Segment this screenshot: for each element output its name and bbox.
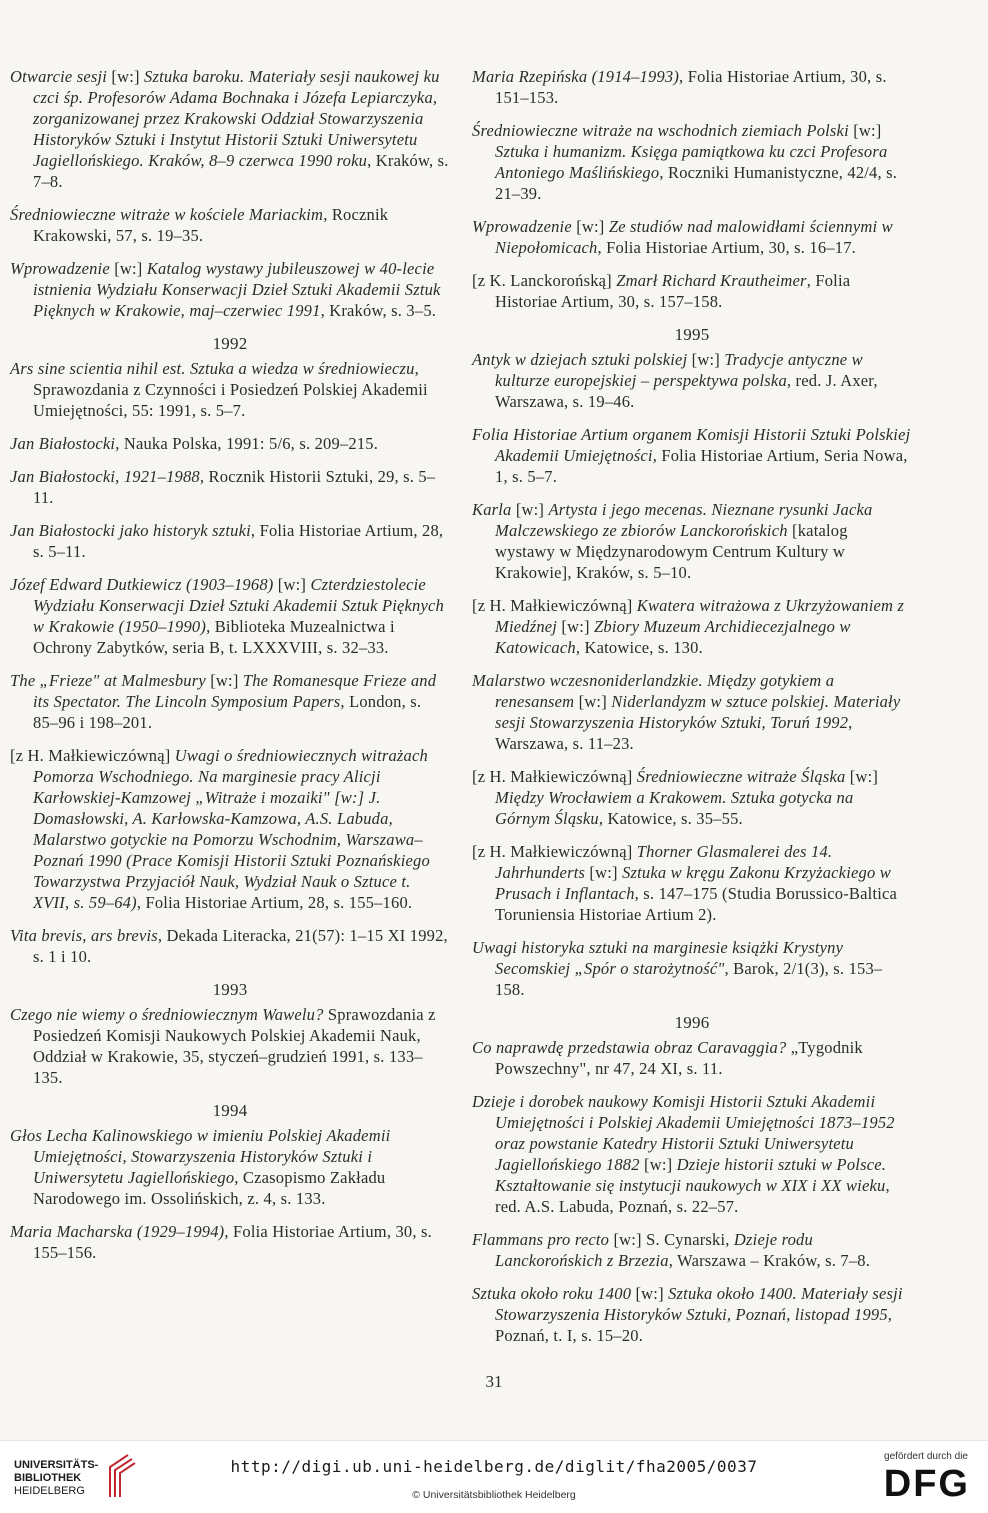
entry-text: [z K. Lanckorońską] xyxy=(472,271,617,290)
entry-text: , Folia Historiae Artium, Seria Nowa, 1, s. 5–7. xyxy=(495,446,908,486)
entry-title: Czego nie wiemy o średniowiecznym Wawelu? xyxy=(10,1005,324,1024)
bibliography-entry xyxy=(10,204,450,246)
left-column xyxy=(10,66,450,1275)
entry-title: Dzieje rodu Lanckorońskich z Brzezia xyxy=(495,1230,813,1270)
bibliography-entry xyxy=(472,1091,912,1217)
entry-title: Zbiory Muzeum Archidiecezjalnego w Katowicach xyxy=(495,617,851,657)
entry-text: [w:] xyxy=(574,692,612,711)
year-heading: 1993 xyxy=(212,980,248,999)
bibliography-entry xyxy=(10,745,450,913)
entry-text: , Folia Historiae Artium, 28, s. 155–160. xyxy=(136,893,413,912)
bibliography-entry xyxy=(472,937,912,1000)
entry-title: Tradycje antyczne w kulturze europejskiej – perspektywa polska xyxy=(495,350,863,390)
entry-text: [w:] xyxy=(273,575,311,594)
entry-text: , Roczniki Humanistyczne, 42/4, s. 21–39. xyxy=(495,163,898,203)
entry-title: Czterdziestolecie Wydziału Konserwacji Dzieł Sztuki Akademii Sztuk Pięknych w Krakowie (1950–1990) xyxy=(33,575,445,636)
entry-text: [z H. Małkiewiczówną] xyxy=(472,767,637,786)
bibliography-entry xyxy=(10,66,450,192)
entry-title: Jan Białostocki jako historyk sztuki xyxy=(10,521,251,540)
bibliography-entry xyxy=(10,1004,450,1088)
entry-title: Średniowieczne witraże w kościele Mariackim xyxy=(10,205,324,224)
bibliography-entry xyxy=(10,466,450,508)
entry-text: [w:] xyxy=(511,500,549,519)
library-name-line2: BIBLIOTHEK xyxy=(14,1472,82,1484)
entry-title: Artysta i jego mecenas. Nieznane rysunki Jacka Malczewskiego ze zbiorów Lanckorońskich xyxy=(495,500,873,540)
bibliography-entry xyxy=(10,1125,450,1209)
bibliography-entry xyxy=(472,66,912,108)
bibliography-entry xyxy=(472,216,912,258)
entry-text: [z H. Małkiewiczówną] xyxy=(472,596,637,615)
entry-title: Uwagi historyka sztuki na marginesie książki Krystyny Secomskiej „Spór o starożytność" xyxy=(472,938,844,978)
entry-text: , s. 147–175 (Studia Borussico-Baltica Toruniensia Historiae Artium 2). xyxy=(495,884,898,924)
entry-text: , Nauka Polska, 1991: 5/6, s. 209–215. xyxy=(115,434,379,453)
bibliography-entry xyxy=(472,499,912,583)
year-heading: 1992 xyxy=(212,334,248,353)
entry-text: [w:] xyxy=(557,617,595,636)
entry-text: [w:] xyxy=(845,767,879,786)
entry-title: Otwarcie sesji xyxy=(10,67,108,86)
copyright-notice: © Universitätsbibliothek Heidelberg xyxy=(412,1489,576,1501)
entry-title: Średniowieczne witraże Śląska xyxy=(636,767,846,786)
bibliography-entry xyxy=(472,1037,912,1079)
entry-title: Sztuka w kręgu Zakonu Krzyżackiego w Prusach i Inflantach xyxy=(495,863,891,903)
bibliography-entry xyxy=(472,670,912,754)
entry-title: Kwatera witrażowa z Ukrzyżowaniem z Miedźnej xyxy=(495,596,905,636)
entry-text: , Folia Historiae Artium, 30, s. 155–156. xyxy=(33,1222,432,1262)
entry-text: , Warszawa – Kraków, s. 7–8. xyxy=(668,1251,871,1270)
entry-text: [z H. Małkiewiczówną] xyxy=(472,842,637,861)
page-number: 31 xyxy=(485,1372,503,1391)
bibliography-entry xyxy=(472,424,912,487)
entry-title: Sztuka około roku 1400 xyxy=(472,1284,632,1303)
entry-title: Sztuka i humanizm. Księga pamiątkowa ku czci Profesora Antoniego Maślińskiego xyxy=(495,142,888,182)
entry-text: [w:] xyxy=(571,217,609,236)
year-heading: 1995 xyxy=(674,325,710,344)
entry-title: Maria Macharska (1929–1994) xyxy=(10,1222,225,1241)
entry-title: Flammans pro recto xyxy=(472,1230,610,1249)
entry-text: , Folia Historiae Artium, 30, s. 16–17. xyxy=(597,238,856,257)
entry-title: Głos Lecha Kalinowskiego w imieniu Polskiej Akademii Umiejętności, Stowarzyszenia Historyków Sztuki i Uniwersytetu Jagiellońskiego xyxy=(10,1126,391,1187)
entry-title: Folia Historiae Artium organem Komisji Historii Sztuki Polskiej Akademii Umiejętności xyxy=(472,425,911,465)
bibliography-entry xyxy=(10,670,450,733)
entry-title: Thorner Glasmalerei des 14. Jahrhunderts xyxy=(495,842,833,882)
entry-text: , Czasopismo Zakładu Narodowego im. Ossolińskich, z. 4, s. 133. xyxy=(33,1168,386,1208)
entry-text: , Poznań, t. I, s. 15–20. xyxy=(495,1305,893,1345)
bibliography-entry xyxy=(10,520,450,562)
entry-title: Józef Edward Dutkiewicz (1903–1968) xyxy=(10,575,274,594)
entry-text: , red. J. Axer, Warszawa, s. 19–46. xyxy=(495,371,878,411)
entry-text: , Folia Historiae Artium, 30, s. 157–158. xyxy=(495,271,851,311)
right-column xyxy=(472,66,912,1358)
entry-title: Malarstwo wczesnoniderlandzkie. Między gotykiem a renesansem xyxy=(472,671,835,711)
entry-text: , Kraków, s. 3–5. xyxy=(320,301,437,320)
year-heading: 1994 xyxy=(212,1101,248,1120)
bibliography-entry xyxy=(472,120,912,204)
digital-library-link[interactable]: http://digi.ub.uni-heidelberg.de/diglit/fha2005/0037 xyxy=(230,1457,758,1476)
funding-label: gefördert durch die xyxy=(884,1451,968,1462)
bibliography-entry xyxy=(472,1283,912,1346)
bibliography-entry xyxy=(10,574,450,658)
entry-title: Uwagi o średniowiecznych witrażach Pomorza Wschodniego. Na marginesie pracy Alicji Karłowskiej-Kamzowej „Witraże i mozaiki" [w:] J. Domasłowski, A. Karłowska-Kamzowa, A.S. Labuda, Malarstwo gotyckie na Pomorzu Wschodnim, Warszawa–Poznań 1990 (Prace Komisji Historii Sztuki Poznańskiego Towarzystwa Przyjaciół Nauk, Wydział Nauk o Sztuce t. XVII, s. 59–64) xyxy=(33,746,430,912)
entry-title: Antyk w dziejach sztuki polskiej xyxy=(472,350,688,369)
entry-title: Vita brevis, ars brevis xyxy=(10,926,158,945)
entry-text: , Dekada Literacka, 21(57): 1–15 XI 1992, s. 1 i 10. xyxy=(33,926,448,966)
year-heading: 1996 xyxy=(674,1013,710,1032)
entry-text: , Folia Historiae Artium, 30, s. 151–153. xyxy=(495,67,887,107)
entry-title: Jan Białostocki xyxy=(10,434,116,453)
entry-text: Sprawozdania z Posiedzeń Komisji Naukowych Polskiej Akademii Nauk, Oddział w Krakowie, 35, styczeń–grudzień 1991, s. 133–135. xyxy=(33,1005,436,1087)
library-name-line1: UNIVERSITÄTS- xyxy=(14,1459,99,1471)
entry-text: , Katowice, s. 130. xyxy=(575,638,703,657)
entry-title: Karla xyxy=(472,500,512,519)
entry-text: [w:] xyxy=(687,350,725,369)
entry-text: [w:] xyxy=(205,671,243,690)
dfg-logo[interactable]: DFG xyxy=(883,1463,970,1505)
entry-text: , Barok, 2/1(3), s. 153–158. xyxy=(495,959,883,999)
library-name-line3: HEIDELBERG xyxy=(14,1485,85,1497)
entry-text: , Sprawozdania z Czynności i Posiedzeń Polskiej Akademii Umiejętności, 55: 1991, s. 5–7. xyxy=(33,359,428,420)
entry-text: [katalog wystawy w Międzynarodowym Centrum Kultury w Krakowie], Kraków, s. 5–10. xyxy=(495,521,848,582)
entry-title: Ze studiów nad malowidłami ściennymi w Niepołomicach xyxy=(495,217,893,257)
entry-title: Między Wrocławiem a Krakowem. Sztuka gotycka na Górnym Śląsku xyxy=(495,788,854,828)
entry-text: , Kraków, s. 7–8. xyxy=(33,151,449,191)
entry-text: [w:] xyxy=(848,121,882,140)
entry-title: Sztuka baroku. Materiały sesji naukowej ku czci śp. Profesorów Adama Bochnaka i Józefa Lepiarczyka, zorganizowanej przez Krakowski Oddział Stowarzyszenia Historyków Sztuki i Instytut Historii Sztuki Uniwersytetu Jagiellońskiego. Kraków, 8–9 czerwca 1990 roku xyxy=(33,67,440,170)
entry-text: [w:] xyxy=(631,1284,669,1303)
entry-title: The Romanesque Frieze and its Spectator. The Lincoln Symposium Papers xyxy=(33,671,437,711)
entry-text: [w:] S. Cynarski, xyxy=(609,1230,734,1249)
entry-title: Wprowadzenie xyxy=(472,217,572,236)
entry-text: [w:] xyxy=(107,67,145,86)
bibliography-entry xyxy=(472,766,912,829)
entry-text: , Rocznik Krakowski, 57, s. 19–35. xyxy=(33,205,389,245)
entry-title: Dzieje i dorobek naukowy Komisji Historii Sztuki Akademii Umiejętności i Polskiej Akademii Umiejętności 1873–1952 oraz powstanie Katedry Historii Sztuki Uniwersytetu Jagiellońskiego 1882 xyxy=(472,1092,895,1174)
entry-text: , London, s. 85–96 i 198–201. xyxy=(33,692,422,732)
entry-text: [w:] xyxy=(585,863,623,882)
entry-title: Średniowieczne witraże na wschodnich ziemiach Polski xyxy=(472,121,849,140)
entry-text: , Rocznik Historii Sztuki, 29, s. 5–11. xyxy=(33,467,436,507)
bibliography-entry xyxy=(472,595,912,658)
entry-text: , Warszawa, s. 11–23. xyxy=(495,713,853,753)
entry-text: , red. A.S. Labuda, Poznań, s. 22–57. xyxy=(495,1176,890,1216)
bibliography-entry xyxy=(10,358,450,421)
bibliography-entry xyxy=(472,1229,912,1271)
entry-title: Katalog wystawy jubileuszowej w 40-lecie istnienia Wydziału Konserwacji Dzieł Sztuki Akademii Sztuk Pięknych w Krakowie, maj–czerwiec 1991 xyxy=(33,259,441,320)
bibliography-entry xyxy=(10,258,450,321)
entry-title: Jan Białostocki, 1921–1988 xyxy=(10,467,200,486)
entry-text: , Biblioteka Muzealnictwa i Ochrony Zabytków, seria B, t. LXXXVIII, s. 32–33. xyxy=(33,617,395,657)
entry-text: „Tygodnik Powszechny", nr 47, 24 XI, s. 11. xyxy=(495,1038,863,1078)
bibliography-entry xyxy=(10,925,450,967)
entry-title: The „Frieze" at Malmesbury xyxy=(10,671,206,690)
entry-title: Wprowadzenie xyxy=(10,259,110,278)
bibliography-entry xyxy=(472,349,912,412)
bibliography-entry xyxy=(10,433,450,454)
footer-bar xyxy=(0,1440,988,1513)
entry-title: Zmarł Richard Krautheimer xyxy=(616,271,807,290)
entry-text: [z H. Małkiewiczówną] xyxy=(10,746,175,765)
bibliography-entry xyxy=(472,270,912,312)
entry-text: [w:] xyxy=(109,259,147,278)
entry-title: Ars sine scientia nihil est. Sztuka a wiedza w średniowieczu xyxy=(10,359,415,378)
entry-text: , Folia Historiae Artium, 28, s. 5–11. xyxy=(33,521,444,561)
entry-text: , Katowice, s. 35–55. xyxy=(598,809,743,828)
entry-title: Sztuka około 1400. Materiały sesji Stowarzyszenia Historyków Sztuki, Poznań, listopad 1995 xyxy=(495,1284,903,1324)
entry-title: Niderlandyzm w sztuce polskiej. Materiały sesji Stowarzyszenia Historyków Sztuki, Toruń 1992 xyxy=(495,692,901,732)
entry-title: Co naprawdę przedstawia obraz Caravaggia? xyxy=(472,1038,787,1057)
entry-text: [w:] xyxy=(639,1155,677,1174)
entry-title: Maria Rzepińska (1914–1993) xyxy=(472,67,680,86)
bibliography-entry xyxy=(10,1221,450,1263)
entry-title: Dzieje historii sztuki w Polsce. Kształtowanie się instytucji naukowych w XIX i XX wieku xyxy=(495,1155,887,1195)
bibliography-entry xyxy=(472,841,912,925)
